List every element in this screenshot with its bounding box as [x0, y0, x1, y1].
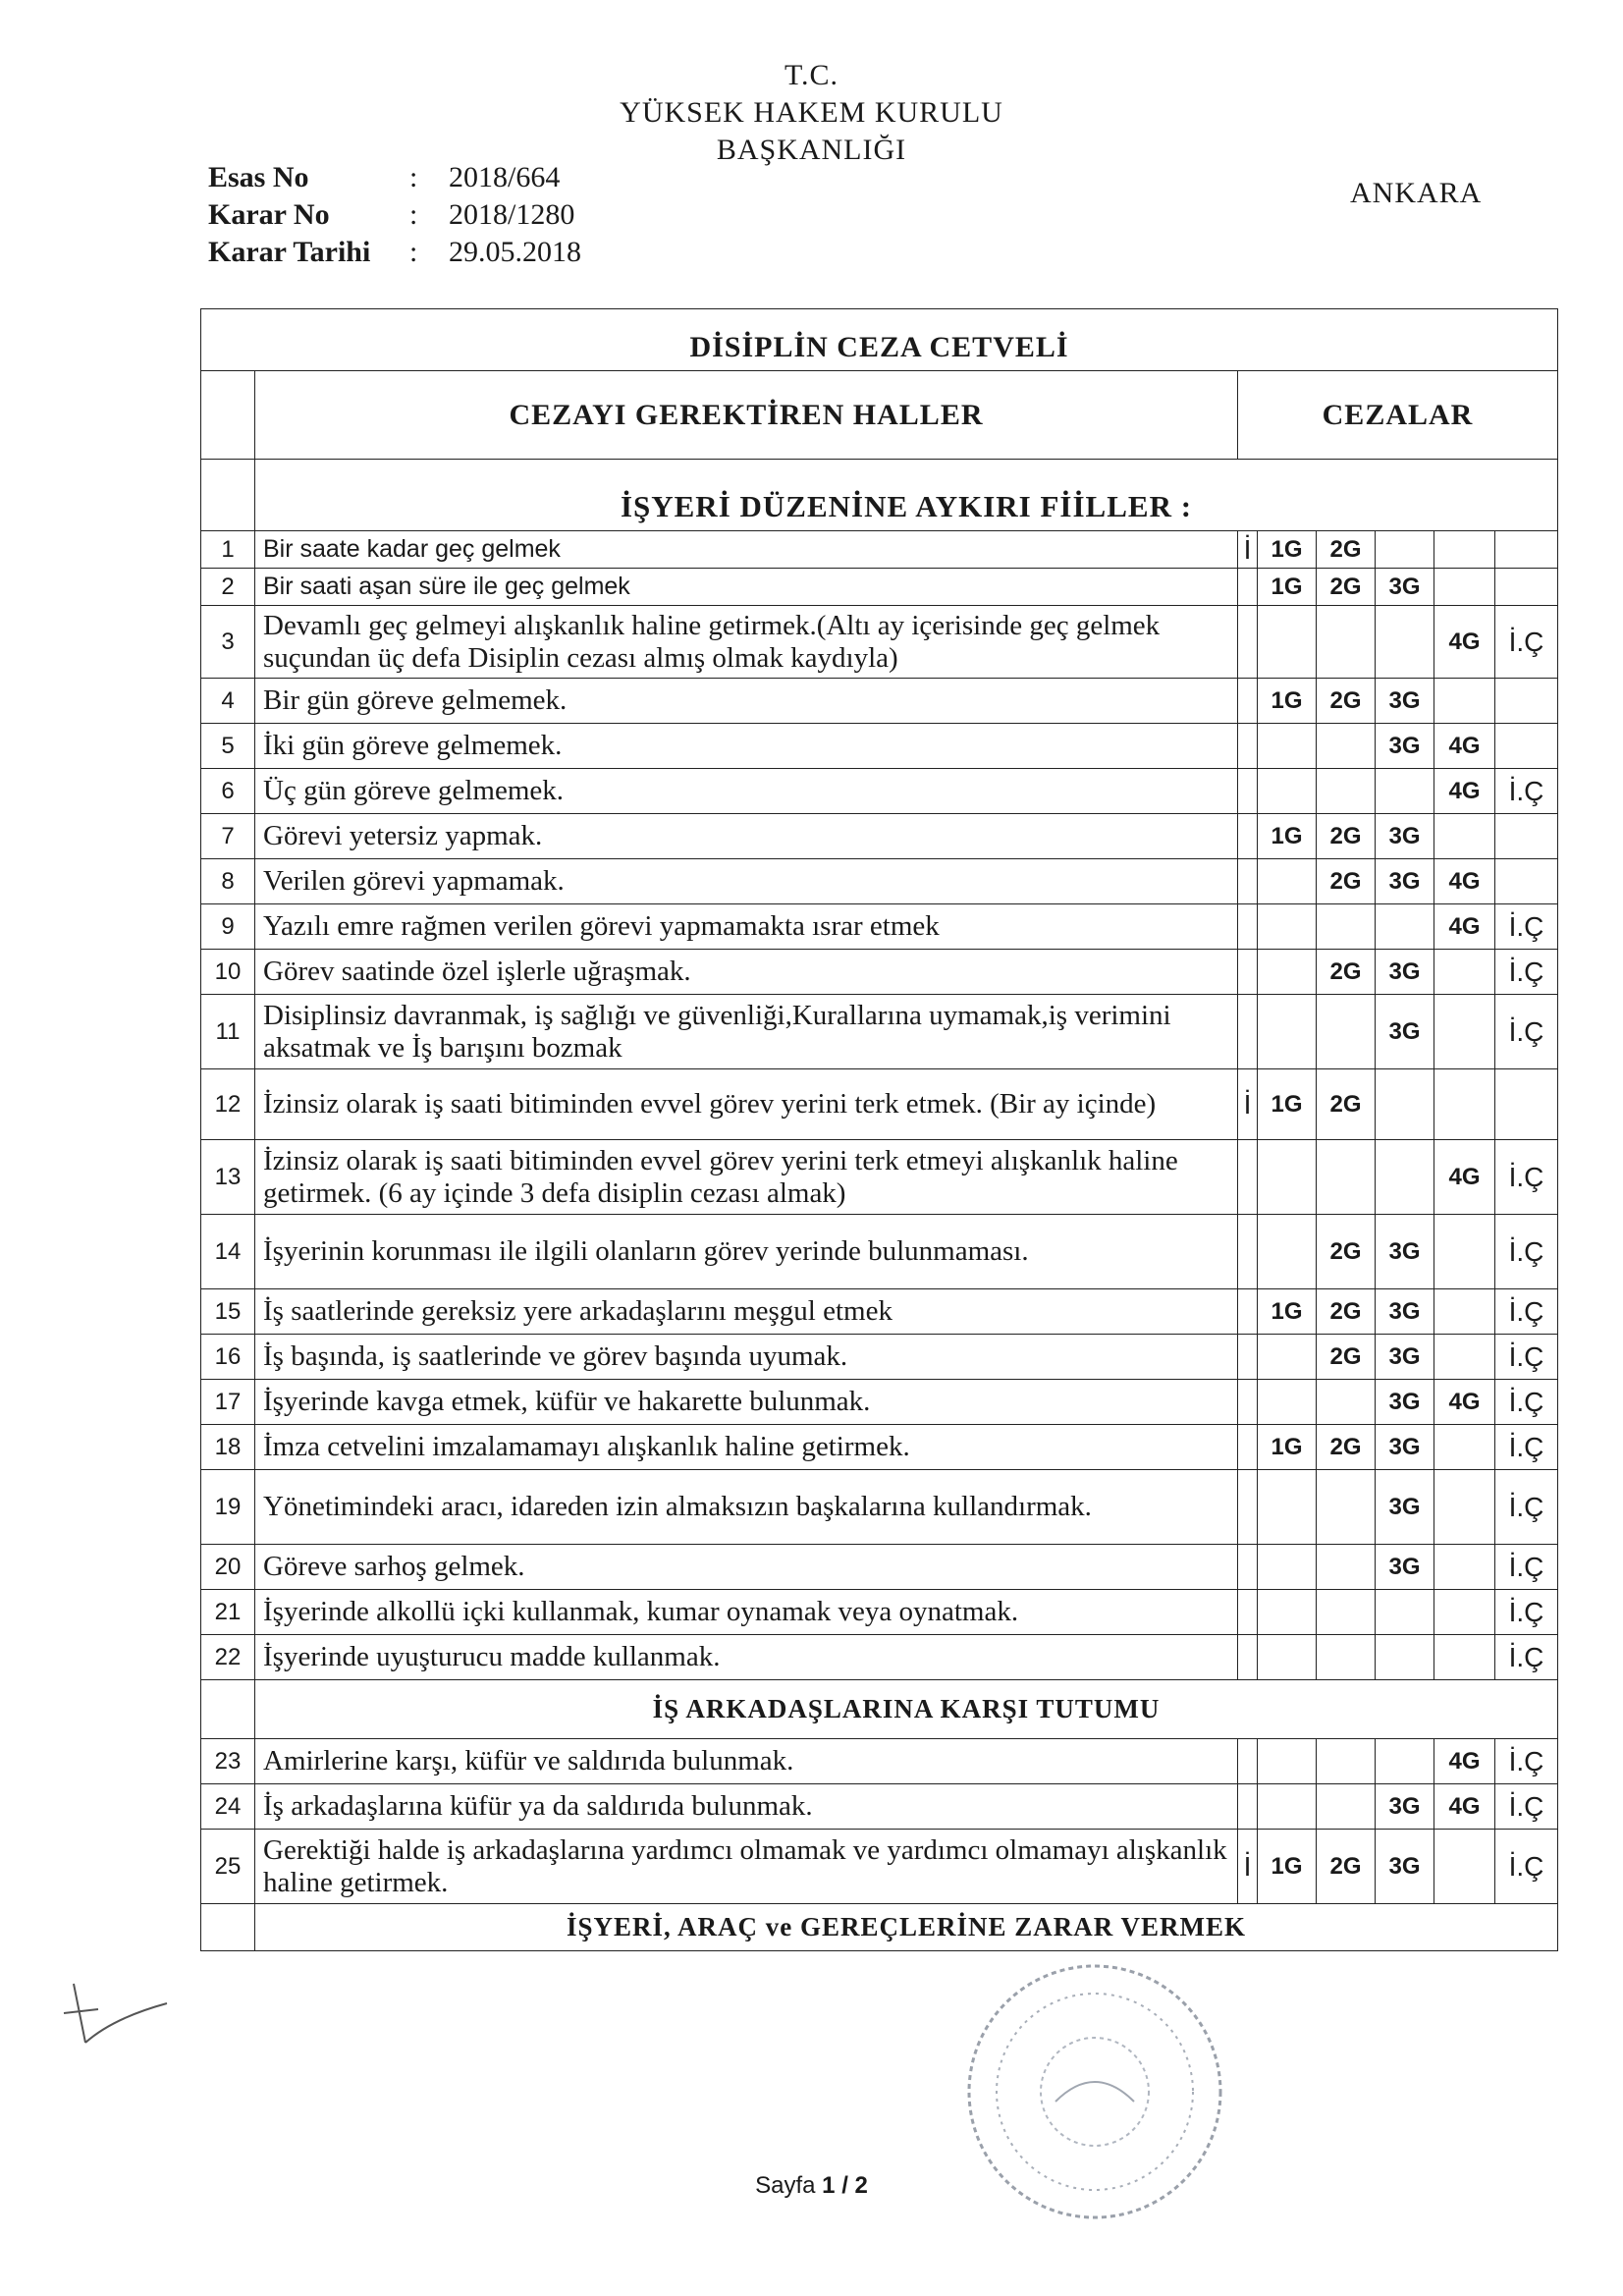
table-row	[201, 904, 1558, 950]
penalty-cell	[1434, 1635, 1495, 1680]
row-description: İş başında, iş saatlerinde ve görev başında uyumak.	[255, 1335, 1238, 1380]
penalty-cell: 2G	[1317, 531, 1376, 569]
table-row	[201, 1215, 1558, 1289]
penalty-cell	[1495, 531, 1558, 569]
row-description: Görev saatinde özel işlerle uğraşmak.	[255, 950, 1238, 995]
row-number: 18	[201, 1425, 255, 1470]
penalty-cell: İ.Ç	[1495, 1470, 1558, 1545]
penalty-cell: 4G	[1434, 724, 1495, 769]
penalty-cell	[1434, 814, 1495, 859]
penalty-cell	[1258, 1545, 1317, 1590]
penalty-cell: İ.Ç	[1495, 1335, 1558, 1380]
case-meta	[208, 159, 581, 271]
penalty-cell	[1238, 569, 1258, 606]
penalty-cell	[1258, 606, 1317, 679]
section-row	[201, 1680, 1558, 1739]
row-number: 25	[201, 1830, 255, 1904]
penalty-cell	[1434, 1470, 1495, 1545]
penalty-cell	[1376, 1590, 1434, 1635]
penalty-cell: 1G	[1258, 814, 1317, 859]
page-footer	[0, 2172, 1623, 2200]
row-number: 22	[201, 1635, 255, 1680]
row-description: İş saatlerinde gereksiz yere arkadaşlarını meşgul etmek	[255, 1289, 1238, 1335]
penalty-cell	[1238, 1335, 1258, 1380]
penalty-cell	[1434, 950, 1495, 995]
penalty-cell	[1317, 769, 1376, 814]
row-number: 15	[201, 1289, 255, 1335]
col-header-cases: CEZAYI GEREKTİREN HALLER	[255, 371, 1238, 460]
row-description: Gerektiği halde iş arkadaşlarına yardımcı olmamak ve yardımcı olmamayı alışkanlık haline getirmek.	[255, 1830, 1238, 1904]
penalty-cell	[1238, 1140, 1258, 1215]
row-number: 13	[201, 1140, 255, 1215]
table-row	[201, 1069, 1558, 1140]
penalty-cell: İ.Ç	[1495, 1590, 1558, 1635]
penalty-cell: 2G	[1317, 1289, 1376, 1335]
penalty-cell: 2G	[1317, 814, 1376, 859]
penalty-cell	[1258, 769, 1317, 814]
footer-prefix: Sayfa	[755, 2172, 823, 2199]
section-row	[201, 1904, 1558, 1951]
penalty-cell	[1317, 995, 1376, 1069]
row-description: Bir saati aşan süre ile geç gelmek	[255, 569, 1238, 606]
penalty-cell: 2G	[1317, 1335, 1376, 1380]
row-description: Göreve sarhoş gelmek.	[255, 1545, 1238, 1590]
penalty-cell	[1238, 769, 1258, 814]
penalty-cell	[1238, 1635, 1258, 1680]
penalty-cell: İ.Ç	[1495, 1739, 1558, 1784]
penalty-cell	[1317, 1635, 1376, 1680]
penalty-cell	[1238, 1425, 1258, 1470]
penalty-cell: 3G	[1376, 1215, 1434, 1289]
penalty-cell: İ.Ç	[1495, 1425, 1558, 1470]
penalty-cell	[1434, 1590, 1495, 1635]
penalty-cell	[1238, 1289, 1258, 1335]
penalty-cell	[1434, 531, 1495, 569]
row-number: 24	[201, 1784, 255, 1830]
table-title: DİSİPLİN CEZA CETVELİ	[201, 309, 1558, 371]
penalty-cell	[1495, 724, 1558, 769]
row-description: İşyerinde kavga etmek, küfür ve hakarette bulunmak.	[255, 1380, 1238, 1425]
row-number: 4	[201, 679, 255, 724]
penalty-cell: 3G	[1376, 1335, 1434, 1380]
penalty-cell: 3G	[1376, 1545, 1434, 1590]
penalty-cell: İ.Ç	[1495, 1830, 1558, 1904]
penalty-cell: 1G	[1258, 569, 1317, 606]
penalty-cell: İ.Ç	[1495, 995, 1558, 1069]
row-description: Görevi yetersiz yapmak.	[255, 814, 1238, 859]
penalty-cell: 4G	[1434, 904, 1495, 950]
penalty-cell	[1376, 1140, 1434, 1215]
table-row	[201, 1830, 1558, 1904]
penalty-cell	[1434, 1830, 1495, 1904]
penalty-cell	[1376, 1069, 1434, 1140]
penalty-cell: 4G	[1434, 769, 1495, 814]
penalty-cell	[1258, 1380, 1317, 1425]
row-description: Bir saate kadar geç gelmek	[255, 531, 1238, 569]
table-row	[201, 606, 1558, 679]
table-row	[201, 724, 1558, 769]
table-row	[201, 1739, 1558, 1784]
row-number: 19	[201, 1470, 255, 1545]
row-number: 1	[201, 531, 255, 569]
penalty-cell	[1317, 1470, 1376, 1545]
table-row	[201, 814, 1558, 859]
row-description: Devamlı geç gelmeyi alışkanlık haline getirmek.(Altı ay içerisinde geç gelmek suçundan üç defa Disiplin cezası almış olmak kaydıyla)	[255, 606, 1238, 679]
penalty-cell	[1258, 904, 1317, 950]
penalty-cell: 2G	[1317, 1425, 1376, 1470]
penalty-cell	[1434, 1069, 1495, 1140]
row-description: Yönetimindeki aracı, idareden izin almaksızın başkalarına kullandırmak.	[255, 1470, 1238, 1545]
penalty-cell	[1434, 1425, 1495, 1470]
penalty-cell	[1258, 995, 1317, 1069]
penalty-cell	[1238, 606, 1258, 679]
penalty-cell	[1376, 904, 1434, 950]
row-number: 6	[201, 769, 255, 814]
table-row	[201, 1470, 1558, 1545]
row-number: 20	[201, 1545, 255, 1590]
penalty-cell	[1317, 1140, 1376, 1215]
penalty-cell: İ.Ç	[1495, 606, 1558, 679]
penalty-cell	[1317, 724, 1376, 769]
penalty-cell: 3G	[1376, 1830, 1434, 1904]
penalty-cell	[1495, 1069, 1558, 1140]
penalty-cell	[1258, 1739, 1317, 1784]
meta-separator: :	[409, 198, 418, 231]
penalty-table	[200, 308, 1558, 1951]
penalty-cell	[1376, 1635, 1434, 1680]
penalty-cell	[1376, 769, 1434, 814]
table-row	[201, 1784, 1558, 1830]
penalty-cell	[1376, 606, 1434, 679]
penalty-cell: 3G	[1376, 859, 1434, 904]
penalty-cell	[1238, 679, 1258, 724]
table-row	[201, 531, 1558, 569]
penalty-cell	[1238, 995, 1258, 1069]
penalty-cell	[1238, 1590, 1258, 1635]
penalty-cell	[1317, 1784, 1376, 1830]
penalty-cell	[1495, 859, 1558, 904]
meta-label: Esas No	[208, 161, 309, 193]
penalty-cell	[1317, 1590, 1376, 1635]
penalty-cell	[1258, 859, 1317, 904]
row-number: 2	[201, 569, 255, 606]
meta-separator: :	[409, 161, 418, 193]
row-number: 5	[201, 724, 255, 769]
row-description: Amirlerine karşı, küfür ve saldırıda bulunmak.	[255, 1739, 1238, 1784]
penalty-cell: 1G	[1258, 679, 1317, 724]
meta-value: 2018/1280	[449, 198, 575, 231]
table-row	[201, 995, 1558, 1069]
penalty-cell: 2G	[1317, 950, 1376, 995]
table-row	[201, 1635, 1558, 1680]
penalty-cell	[1238, 1784, 1258, 1830]
penalty-cell	[1495, 679, 1558, 724]
table-row	[201, 1590, 1558, 1635]
row-description: İki gün göreve gelmemek.	[255, 724, 1238, 769]
penalty-cell	[1238, 1215, 1258, 1289]
row-description: İmza cetvelini imzalamamayı alışkanlık haline getirmek.	[255, 1425, 1238, 1470]
penalty-cell	[1317, 1739, 1376, 1784]
section-blank-cell	[201, 1904, 255, 1951]
penalty-cell	[1238, 950, 1258, 995]
row-description: Üç gün göreve gelmemek.	[255, 769, 1238, 814]
penalty-cell	[1238, 1739, 1258, 1784]
penalty-cell: İ.Ç	[1495, 950, 1558, 995]
penalty-cell: 3G	[1376, 1784, 1434, 1830]
penalty-cell	[1238, 859, 1258, 904]
penalty-cell: 3G	[1376, 1380, 1434, 1425]
penalty-cell: 3G	[1376, 724, 1434, 769]
penalty-cell: 3G	[1376, 569, 1434, 606]
penalty-cell: İ.Ç	[1495, 1140, 1558, 1215]
penalty-cell	[1258, 1335, 1317, 1380]
footer-page-number: 1 / 2	[822, 2172, 868, 2199]
penalty-cell: İ.Ç	[1495, 904, 1558, 950]
penalty-cell: 1G	[1258, 531, 1317, 569]
header-tc: T.C.	[784, 59, 839, 91]
penalty-cell	[1317, 1545, 1376, 1590]
meta-label: Karar No	[208, 198, 330, 231]
table-row	[201, 1380, 1558, 1425]
penalty-cell: İ.Ç	[1495, 1784, 1558, 1830]
penalty-cell	[1258, 1590, 1317, 1635]
penalty-cell: 4G	[1434, 606, 1495, 679]
header-presidency: BAŞKANLIĞI	[716, 134, 907, 166]
header-institution: YÜKSEK HAKEM KURULU	[620, 96, 1003, 129]
penalty-cell: 1G	[1258, 1289, 1317, 1335]
penalty-cell: İ.Ç	[1495, 1289, 1558, 1335]
row-number: 7	[201, 814, 255, 859]
penalty-cell: 1G	[1258, 1830, 1317, 1904]
penalty-cell	[1238, 1545, 1258, 1590]
meta-value: 2018/664	[449, 161, 561, 193]
city-label: ANKARA	[1350, 177, 1483, 209]
penalty-cell: 4G	[1434, 1140, 1495, 1215]
meta-row	[208, 159, 581, 196]
row-description: Verilen görevi yapmamak.	[255, 859, 1238, 904]
penalty-cell: 2G	[1317, 1069, 1376, 1140]
penalty-cell	[1258, 724, 1317, 769]
table-row	[201, 950, 1558, 995]
penalty-cell	[1434, 1545, 1495, 1590]
row-number: 21	[201, 1590, 255, 1635]
penalty-cell	[1258, 1215, 1317, 1289]
table-row	[201, 1289, 1558, 1335]
penalty-cell	[1258, 1470, 1317, 1545]
penalty-cell	[1317, 606, 1376, 679]
section-title-colleagues: İŞ ARKADAŞLARINA KARŞI TUTUMU	[255, 1680, 1558, 1739]
row-description: İzinsiz olarak iş saati bitiminden evvel görev yerini terk etmeyi alışkanlık haline getirmek. (6 ay içinde 3 defa disiplin cezası almak)	[255, 1140, 1238, 1215]
penalty-cell: 2G	[1317, 859, 1376, 904]
row-description: İş arkadaşlarına küfür ya da saldırıda bulunmak.	[255, 1784, 1238, 1830]
table-row	[201, 1425, 1558, 1470]
penalty-cell	[1434, 995, 1495, 1069]
penalty-cell	[1238, 814, 1258, 859]
penalty-cell: İ.Ç	[1495, 1545, 1558, 1590]
row-number: 23	[201, 1739, 255, 1784]
penalty-cell: İ	[1238, 531, 1258, 569]
row-description: Yazılı emre rağmen verilen görevi yapmamakta ısrar etmek	[255, 904, 1238, 950]
penalty-cell	[1258, 950, 1317, 995]
row-number: 12	[201, 1069, 255, 1140]
penalty-cell	[1238, 724, 1258, 769]
penalty-cell: İ.Ç	[1495, 1380, 1558, 1425]
penalty-cell	[1258, 1784, 1317, 1830]
penalty-cell: 3G	[1376, 1470, 1434, 1545]
penalty-cell: 4G	[1434, 1784, 1495, 1830]
section-title-equipment: İŞYERİ, ARAÇ ve GEREÇLERİNE ZARAR VERMEK	[255, 1904, 1558, 1951]
meta-label: Karar Tarihi	[208, 236, 371, 268]
penalty-cell: 3G	[1376, 679, 1434, 724]
penalty-cell	[1238, 1470, 1258, 1545]
row-number: 8	[201, 859, 255, 904]
penalty-cell: 3G	[1376, 950, 1434, 995]
penalty-cell	[1238, 904, 1258, 950]
penalty-cell	[1434, 1215, 1495, 1289]
row-description: İzinsiz olarak iş saati bitiminden evvel görev yerini terk etmek. (Bir ay içinde)	[255, 1069, 1238, 1140]
penalty-cell: 3G	[1376, 995, 1434, 1069]
penalty-cell: İ.Ç	[1495, 769, 1558, 814]
penalty-cell	[1238, 1380, 1258, 1425]
table-row	[201, 1335, 1558, 1380]
row-number: 10	[201, 950, 255, 995]
table-row	[201, 769, 1558, 814]
table-row	[201, 859, 1558, 904]
penalty-cell: 1G	[1258, 1425, 1317, 1470]
penalty-cell: 3G	[1376, 1425, 1434, 1470]
penalty-cell: 2G	[1317, 569, 1376, 606]
penalty-cell	[1376, 531, 1434, 569]
penalty-cell: İ.Ç	[1495, 1215, 1558, 1289]
col-header-penalties: CEZALAR	[1238, 371, 1558, 460]
penalty-cell	[1317, 1380, 1376, 1425]
penalty-cell: 4G	[1434, 1380, 1495, 1425]
row-number: 11	[201, 995, 255, 1069]
header-blank-cell	[201, 371, 255, 460]
row-number: 9	[201, 904, 255, 950]
penalty-cell: 3G	[1376, 814, 1434, 859]
penalty-cell	[1434, 1335, 1495, 1380]
penalty-cell	[1434, 1289, 1495, 1335]
section-blank-cell	[201, 1680, 255, 1739]
penalty-cell: 2G	[1317, 1830, 1376, 1904]
penalty-cell: 2G	[1317, 679, 1376, 724]
row-description: Bir gün göreve gelmemek.	[255, 679, 1238, 724]
penalty-cell	[1258, 1635, 1317, 1680]
penalty-cell	[1258, 1140, 1317, 1215]
signature-mark	[54, 1974, 182, 2052]
meta-separator: :	[409, 236, 418, 268]
table-row	[201, 679, 1558, 724]
penalty-cell	[1495, 814, 1558, 859]
row-description: Disiplinsiz davranmak, iş sağlığı ve güvenliği,Kurallarına uymamak,iş verimini aksatmak ve İş barışını bozmak	[255, 995, 1238, 1069]
table-row	[201, 1140, 1558, 1215]
meta-row	[208, 196, 581, 234]
penalty-cell	[1317, 904, 1376, 950]
row-number: 16	[201, 1335, 255, 1380]
meta-value: 29.05.2018	[449, 236, 581, 268]
penalty-cell	[1434, 569, 1495, 606]
row-description: İşyerinde uyuşturucu madde kullanmak.	[255, 1635, 1238, 1680]
row-description: İşyerinin korunması ile ilgili olanların görev yerinde bulunmaması.	[255, 1215, 1238, 1289]
meta-row	[208, 234, 581, 271]
penalty-cell: 4G	[1434, 859, 1495, 904]
penalty-cell	[1434, 679, 1495, 724]
table-row	[201, 1545, 1558, 1590]
section-title-workplace: İŞYERİ DÜZENİNE AYKIRI FİİLLER :	[255, 460, 1558, 531]
row-number: 17	[201, 1380, 255, 1425]
penalty-cell	[1495, 569, 1558, 606]
row-description: İşyerinde alkollü içki kullanmak, kumar oynamak veya oynatmak.	[255, 1590, 1238, 1635]
row-number: 3	[201, 606, 255, 679]
penalty-cell: İ	[1238, 1830, 1258, 1904]
penalty-cell: 4G	[1434, 1739, 1495, 1784]
section-blank-cell	[201, 460, 255, 531]
row-number: 14	[201, 1215, 255, 1289]
penalty-cell: 1G	[1258, 1069, 1317, 1140]
penalty-cell	[1376, 1739, 1434, 1784]
penalty-cell: İ.Ç	[1495, 1635, 1558, 1680]
penalty-cell: 2G	[1317, 1215, 1376, 1289]
penalty-cell: 3G	[1376, 1289, 1434, 1335]
table-row	[201, 569, 1558, 606]
penalty-cell: İ	[1238, 1069, 1258, 1140]
